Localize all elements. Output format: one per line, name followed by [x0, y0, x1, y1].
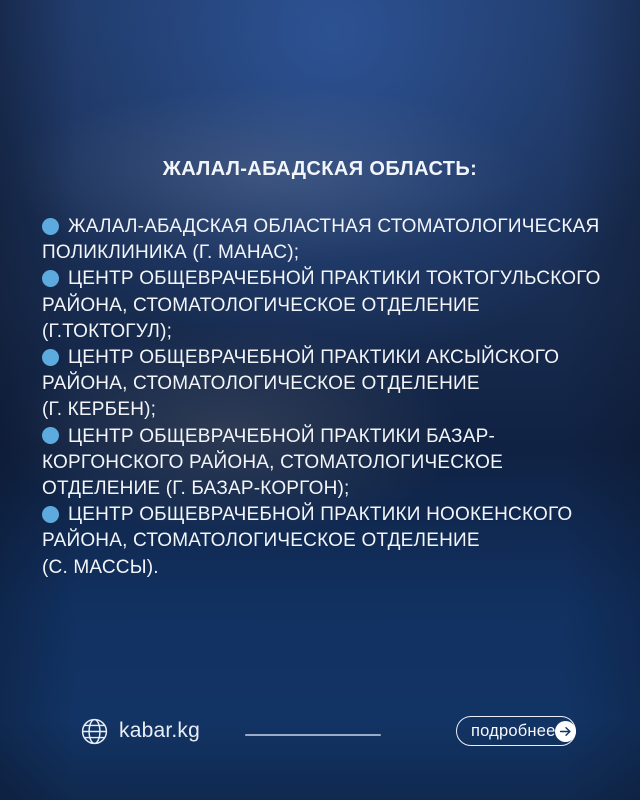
dot-bullet-icon — [42, 270, 59, 287]
clinics-list — [42, 214, 617, 581]
globe-icon — [81, 718, 108, 745]
dot-bullet-icon — [42, 506, 59, 523]
arrow-right-icon — [555, 721, 576, 742]
footer-divider-line — [245, 734, 381, 736]
dot-bullet-icon — [42, 349, 59, 366]
dot-bullet-icon — [42, 427, 59, 444]
more-details-label: подробнее — [471, 721, 556, 740]
more-details-button[interactable] — [456, 716, 576, 746]
list-item: ЦЕНТР ОБЩЕВРАЧЕБНОЙ ПРАКТИКИ ТОКТОГУЛЬСКОГО РАЙОНА, СТОМАТОЛОГИЧЕСКОЕ ОТДЕЛЕНИЕ (Г.ТОКТОГУЛ); — [42, 268, 601, 342]
dot-bullet-icon — [42, 218, 59, 235]
list-item: ЦЕНТР ОБЩЕВРАЧЕБНОЙ ПРАКТИКИ БАЗАР- КОРГОНСКОГО РАЙОНА, СТОМАТОЛОГИЧЕСКОЕ ОТДЕЛЕНИЕ (Г. БАЗАР-КОРГОН); — [42, 425, 504, 500]
list-item: ЦЕНТР ОБЩЕВРАЧЕБНОЙ ПРАКТИКИ НООКЕНСКОГО РАЙОНА, СТОМАТОЛОГИЧЕСКОЕ ОТДЕЛЕНИЕ (С. МАССЫ). — [42, 504, 573, 578]
site-label: kabar.kg — [119, 719, 200, 742]
list-item: ЦЕНТР ОБЩЕВРАЧЕБНОЙ ПРАКТИКИ АКСЫЙСКОГО РАЙОНА, СТОМАТОЛОГИЧЕСКОЕ ОТДЕЛЕНИЕ (Г. КЕРБЕН); — [42, 347, 560, 421]
list-item: ЖАЛАЛ-АБАДСКАЯ ОБЛАСТНАЯ СТОМАТОЛОГИЧЕСКАЯ ПОЛИКЛИНИКА (Г. МАНАС); — [42, 216, 600, 264]
site-brand — [81, 716, 200, 746]
page-title: ЖАЛАЛ-АБАДСКАЯ ОБЛАСТЬ: — [162, 158, 478, 180]
